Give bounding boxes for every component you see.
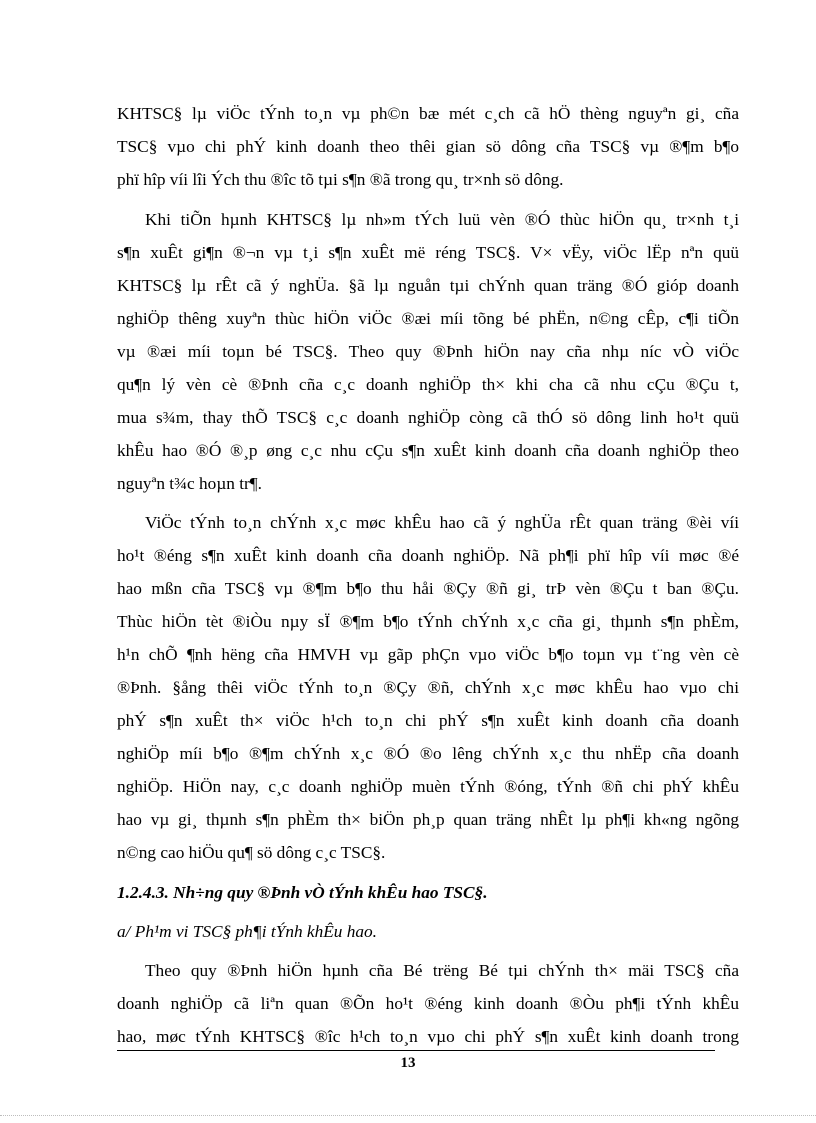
body-line: nghiÖp thêng xuyªn thùc hiÖn viÖc ®æi míi tõng bé phËn, n©ng cÊp, c¶i tiÕn [117, 309, 739, 328]
paragraph-first-line: ViÖc tÝnh to¸n chÝnh x¸c møc khÊu hao cã ý nghÜa rÊt quan träng ®èi víi [145, 513, 739, 532]
body-line: hao vµ gi¸ thµnh s¶n phÈm th× biÖn ph¸p quan träng nhÊt lµ ph¶i kh«ng ngõng [117, 810, 739, 829]
body-line: TSC§ vµo chi phÝ kinh doanh theo thêi gian sö dông cña TSC§ vµ ®¶m b¶o [117, 137, 739, 156]
footer-divider [117, 1050, 715, 1051]
body-line: nguyªn t¾c hoµn tr¶. [117, 474, 262, 493]
body-line: s¶n xuÊt gi¶n ®¬n vµ t¸i s¶n xuÊt më réng TSC§. V× vËy, viÖc lËp nªn quü [117, 243, 739, 262]
body-line: KHTSC§ lµ viÖc tÝnh to¸n vµ ph©n bæ mét c¸ch cã hÖ thèng nguyªn gi¸ cña [117, 104, 739, 123]
body-line: nghiÖp míi b¶o ®¶m chÝnh x¸c ®Ó ®o lêng chÝnh x¸c thu nhËp cña doanh [117, 744, 739, 763]
body-line: qu¶n lý vèn cè ®Þnh cña c¸c doanh nghiÖp th× khi cha cã nhu cÇu ®Çu t, [117, 375, 739, 394]
page-edge-divider [0, 1115, 816, 1116]
section-heading: 1.2.4.3. Nh÷ng quy ®Þnh vÒ tÝnh khÊu hao TSC§. [117, 883, 488, 902]
body-line: hao, møc tÝnh KHTSC§ ®îc h¹ch to¸n vµo chi phÝ s¶n xuÊt kinh doanh trong [117, 1027, 739, 1046]
body-line: ®Þnh. §ång thêi viÖc tÝnh to¸n ®Çy ®ñ, chÝnh x¸c møc khÊu hao vµo chi [117, 678, 739, 697]
body-line: h¹n chÕ ¶nh hëng cña HMVH vµ gãp phÇn vµo viÖc b¶o toµn vµ t¨ng vèn cè [117, 645, 739, 664]
body-line: doanh nghiÖp cã liªn quan ®Õn ho¹t ®éng kinh doanh ®Òu ph¶i tÝnh khÊu [117, 994, 739, 1013]
body-line: vµ ®æi míi toµn bé TSC§. Theo quy ®Þnh hiÖn nay cña nhµ níc vÒ viÖc [117, 342, 739, 361]
body-line: Thùc hiÖn tèt ®iÒu nµy sÏ ®¶m b¶o tÝnh chÝnh x¸c cña gi¸ thµnh s¶n phÈm, [117, 612, 739, 631]
body-line: ho¹t ®éng s¶n xuÊt kinh doanh cña doanh nghiÖp. Nã ph¶i phï hîp víi møc ®é [117, 546, 739, 565]
body-line: phÝ s¶n xuÊt th× viÖc h¹ch to¸n chi phÝ s¶n xuÊt kinh doanh cña doanh [117, 711, 739, 730]
body-line: mua s¾m, thay thÕ TSC§ c¸c doanh nghiÖp còng cã thÓ sö dông linh ho¹t quü [117, 408, 739, 427]
paragraph-first-line: Theo quy ®Þnh hiÖn hµnh cña Bé trëng Bé tµi chÝnh th× mäi TSC§ cña [145, 961, 739, 980]
page-number: 13 [400, 1055, 416, 1071]
subsection-heading: a/ Ph¹m vi TSC§ ph¶i tÝnh khÊu hao. [117, 922, 377, 941]
body-line: nghiÖp. HiÖn nay, c¸c doanh nghiÖp muèn tÝnh ®óng, tÝnh ®ñ chi phÝ khÊu [117, 777, 739, 796]
body-line: KHTSC§ lµ rÊt cã ý nghÜa. §ã lµ nguån tµi chÝnh quan träng ®Ó gióp doanh [117, 276, 739, 295]
body-line: phï hîp víi lîi Ých thu ®îc tõ tµi s¶n ®ã trong qu¸ tr×nh sö dông. [117, 170, 564, 189]
body-line: hao mßn cña TSC§ vµ ®¶m b¶o thu håi ®Çy ®ñ gi¸ trÞ vèn ®Çu t ban ®Çu. [117, 579, 739, 598]
body-line: n©ng cao hiÖu qu¶ sö dông c¸c TSC§. [117, 843, 386, 862]
paragraph-first-line: Khi tiÕn hµnh KHTSC§ lµ nh»m tÝch luü vèn ®Ó thùc hiÖn qu¸ tr×nh t¸i [145, 210, 739, 229]
body-line: khÊu hao ®Ó ®¸p øng c¸c nhu cÇu s¶n xuÊt kinh doanh cña doanh nghiÖp theo [117, 441, 739, 460]
